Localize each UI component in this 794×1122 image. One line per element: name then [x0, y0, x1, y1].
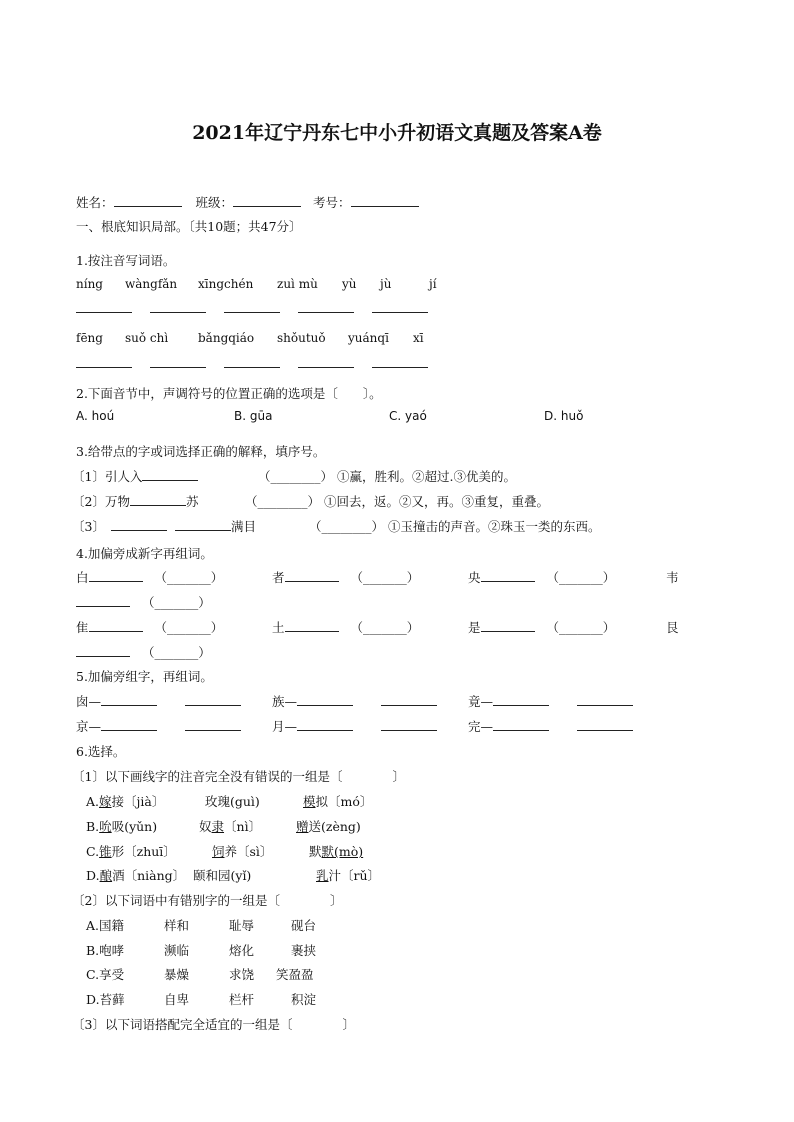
answer-blank[interactable]	[76, 300, 132, 313]
answer-blank[interactable]	[481, 569, 535, 582]
q6-sub1-a-word3: 模拟〔mó〕	[303, 794, 373, 809]
q6-sub2-word: 求饶	[229, 967, 255, 982]
q6-sub3-title: 〔3〕以下词语搭配完全适宜的一组是〔 〕	[72, 1017, 355, 1032]
q5-cell	[76, 717, 241, 735]
answer-blank[interactable]	[185, 693, 241, 706]
answer-blank[interactable]	[285, 569, 339, 582]
answer-blank[interactable]	[101, 693, 157, 706]
page-title: 2021年辽宁丹东七中小升初语文真题及答案A卷	[192, 122, 602, 144]
answer-blank[interactable]	[224, 300, 280, 313]
q1-pinyin-10: bǎngqiáo	[198, 331, 255, 345]
q6-sub2-option-b[interactable]: B.咆哮	[86, 943, 125, 958]
student-info-line	[76, 193, 419, 211]
answer-blank[interactable]	[297, 693, 353, 706]
answer-blank[interactable]	[89, 569, 143, 582]
answer-blank[interactable]	[111, 518, 167, 531]
q6-title: 6.选择。	[76, 744, 126, 759]
q4-char: 隹	[76, 620, 89, 635]
q2-option-d[interactable]: D. huǒ	[544, 409, 584, 423]
q1-blanks-2	[76, 355, 428, 371]
name-label: 姓名：	[76, 195, 114, 210]
answer-blank[interactable]	[481, 619, 535, 632]
answer-blank[interactable]	[76, 644, 130, 657]
q1-pinyin-13: xī	[413, 331, 424, 345]
q6-sub2-word: 熔化	[229, 943, 255, 958]
q1-pinyin-5: yù	[342, 277, 357, 291]
q5-char: 囱—	[76, 694, 102, 709]
q3-item-2	[72, 492, 198, 510]
q2-title: 2.下面音节中，声调符号的位置正确的选项是〔 〕。	[76, 386, 382, 401]
q4-char: 是	[468, 620, 481, 635]
q6-sub2-word: 耻辱	[229, 918, 255, 933]
q1-pinyin-9: suǒ chì	[125, 331, 169, 345]
q3-item-suffix: 苏	[185, 494, 199, 509]
q5-char: 月—	[272, 719, 298, 734]
answer-blank[interactable]	[89, 619, 143, 632]
q4-paren[interactable]: （_______）	[350, 620, 420, 635]
q4-paren[interactable]: （_______）	[546, 620, 616, 635]
q1-pinyin-3: xīngchén	[198, 277, 254, 291]
exam-label: 考号：	[313, 195, 351, 210]
q1-pinyin-12: yuánqī	[348, 331, 389, 345]
answer-blank[interactable]	[150, 300, 206, 313]
q6-sub2-word: 积淀	[291, 992, 317, 1007]
q6-sub2-word: 砚台	[291, 918, 317, 933]
q4-char: 韦	[666, 570, 679, 585]
class-label: 班级：	[195, 195, 234, 210]
q6-sub2-title: 〔2〕以下词语中有错别字的一组是〔 〕	[72, 893, 343, 908]
q6-sub2-word: 样和	[164, 918, 190, 933]
answer-blank[interactable]	[381, 693, 437, 706]
q1-title: 1.按注音写词语。	[76, 253, 176, 268]
q4-paren[interactable]: （_______）	[546, 570, 616, 585]
q4-char: 者	[272, 570, 285, 585]
q6-sub2-word: 笑盈盈	[276, 967, 314, 982]
q6-sub2-word: 濒临	[164, 943, 190, 958]
q3-explanation: ①回去，返。②又，再。③重复，重叠。	[324, 494, 550, 509]
q6-sub1-option-b[interactable]: B.吮吸(yǔn)	[86, 819, 158, 834]
q1-pinyin-6: jù	[380, 277, 392, 291]
q6-sub1-b-word3: 赠送(zèng)	[296, 819, 361, 834]
q5-char: 竟—	[468, 694, 494, 709]
q3-explanation: ①玉撞击的声音。②珠玉一类的东西。	[388, 519, 601, 534]
q2-option-c[interactable]: C. yaó	[389, 409, 427, 423]
answer-blank[interactable]	[76, 594, 130, 607]
q1-blanks-1	[76, 300, 428, 316]
q5-cell	[272, 717, 437, 735]
section-heading: 一、根底知识局部。〔共10题；共47分〕	[76, 219, 302, 234]
q4-char: 央	[468, 570, 481, 585]
answer-blank[interactable]	[224, 355, 280, 368]
answer-blank[interactable]	[185, 718, 241, 731]
exam-blank	[351, 194, 419, 207]
answer-blank[interactable]	[130, 493, 186, 506]
q6-sub1-title: 〔1〕以下画线字的注音完全没有错误的一组是〔 〕	[72, 769, 405, 784]
answer-blank[interactable]	[101, 718, 157, 731]
q5-cell	[272, 692, 437, 710]
q4-cell	[468, 568, 615, 586]
q3-item-1	[72, 467, 198, 485]
q4-cell	[76, 618, 223, 636]
q4-cell	[272, 568, 419, 586]
q6-sub1-a-word2: 玫瑰(guì)	[205, 794, 260, 809]
q3-explanation: ①赢，胜利。②超过.③优美的。	[337, 469, 516, 484]
answer-blank[interactable]	[493, 718, 549, 731]
q6-sub1-option-a[interactable]: A.嫁接〔jià〕	[86, 794, 165, 809]
q4-cell-wrap	[76, 593, 211, 611]
answer-blank[interactable]	[381, 718, 437, 731]
q4-cell	[272, 618, 419, 636]
q3-item-2-paren	[245, 492, 549, 510]
q4-paren[interactable]: （_______）	[154, 570, 224, 585]
q2-option-a[interactable]: A. hoú	[76, 409, 115, 423]
q5-char: 京—	[76, 719, 102, 734]
q5-cell	[76, 692, 241, 710]
answer-blank[interactable]	[298, 355, 354, 368]
q6-sub2-word: 暴燥	[164, 967, 190, 982]
q3-item-3	[72, 517, 256, 535]
q4-paren[interactable]: （_______）	[141, 595, 211, 610]
q6-sub2-option-c[interactable]: C.享受	[86, 967, 125, 982]
q4-char: 艮	[666, 620, 679, 635]
answer-blank[interactable]	[577, 718, 633, 731]
q5-title: 5.加偏旁组字，再组词。	[76, 669, 213, 684]
q3-paren[interactable]: （________）	[309, 519, 385, 534]
q6-sub2-word: 自卑	[164, 992, 190, 1007]
q3-item-1-paren	[258, 467, 516, 485]
q6-sub1-d-word2: 颐和园(yǐ)	[193, 868, 252, 883]
q6-sub1-d-word3: 乳汁〔rǔ〕	[316, 868, 381, 883]
answer-blank[interactable]	[142, 468, 198, 481]
q6-sub2-word: 裹挟	[291, 943, 317, 958]
q5-char: 完—	[468, 719, 494, 734]
answer-blank[interactable]	[372, 355, 428, 368]
answer-blank[interactable]	[285, 619, 339, 632]
q4-title: 4.加偏旁成新字再组词。	[76, 546, 213, 561]
q3-item-label: 〔3〕	[72, 519, 105, 534]
q3-paren[interactable]: （________）	[258, 469, 334, 484]
q1-pinyin-2: wàngfǎn	[125, 277, 178, 291]
q6-sub2-word: 栏杆	[229, 992, 255, 1007]
q1-pinyin-4: zuì mù	[277, 277, 318, 291]
q5-cell	[468, 717, 633, 735]
q6-sub2-option-d[interactable]: D.苔藓	[86, 992, 125, 1007]
answer-blank[interactable]	[298, 300, 354, 313]
q3-paren[interactable]: （________）	[245, 494, 321, 509]
answer-blank[interactable]	[493, 693, 549, 706]
q3-item-label: 〔2〕万物	[72, 494, 130, 509]
q1-pinyin-7: jí	[429, 277, 437, 291]
name-blank	[114, 194, 182, 207]
answer-blank[interactable]	[577, 693, 633, 706]
answer-blank[interactable]	[175, 518, 231, 531]
q4-paren[interactable]: （_______）	[141, 645, 211, 660]
q3-item-3-paren	[309, 517, 601, 535]
q1-pinyin-1: níng	[76, 277, 103, 291]
q6-sub1-c-word2: 饲养〔sì〕	[212, 844, 273, 859]
q3-title: 3.给带点的字或词选择正确的解释，填序号。	[76, 444, 326, 459]
q3-item-suffix: 满目	[230, 519, 256, 534]
q1-pinyin-8: fēng	[76, 331, 103, 345]
q6-sub1-c-word3: 默默(mò)	[309, 844, 364, 859]
q6-sub1-option-c[interactable]: C.锥形〔zhuī〕	[86, 844, 176, 859]
answer-blank[interactable]	[297, 718, 353, 731]
q6-sub1-b-word2: 奴隶〔nì〕	[199, 819, 262, 834]
q6-sub1-option-d[interactable]: D.酿酒〔niàng〕	[86, 868, 186, 883]
q3-item-label: 〔1〕引人入	[72, 469, 143, 484]
answer-blank[interactable]	[150, 355, 206, 368]
q4-cell	[468, 618, 615, 636]
class-blank	[233, 194, 301, 207]
q1-pinyin-11: shǒutuǒ	[277, 331, 326, 345]
q4-char: 白	[76, 570, 89, 585]
q2-option-b[interactable]: B. gūa	[234, 409, 273, 423]
q4-cell	[76, 568, 223, 586]
q5-char: 族—	[272, 694, 298, 709]
answer-blank[interactable]	[76, 355, 132, 368]
q5-cell	[468, 692, 633, 710]
answer-blank[interactable]	[372, 300, 428, 313]
q4-char: 土	[272, 620, 285, 635]
q4-cell-wrap	[76, 643, 211, 661]
q6-sub2-option-a[interactable]: A.国籍	[86, 918, 125, 933]
q4-paren[interactable]: （_______）	[350, 570, 420, 585]
q4-paren[interactable]: （_______）	[154, 620, 224, 635]
